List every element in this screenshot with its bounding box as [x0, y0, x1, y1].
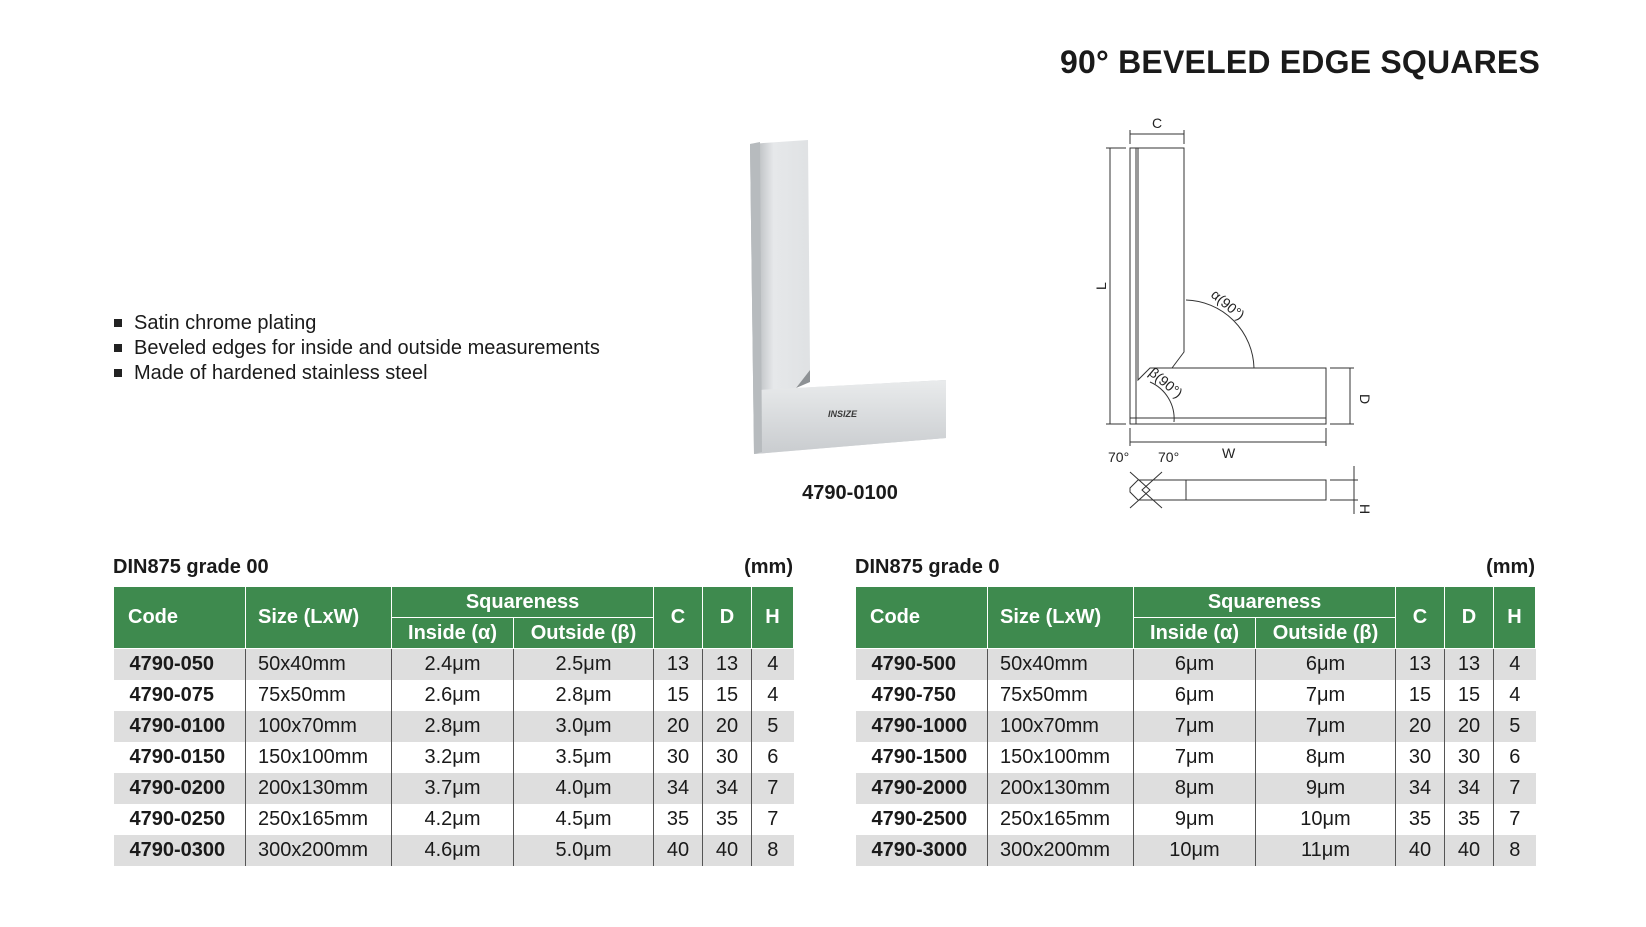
cell-h: 7: [1494, 773, 1536, 804]
cell-size: 150x100mm: [246, 742, 392, 773]
cell-size: 200x130mm: [988, 773, 1134, 804]
cell-code: 4790-0150: [114, 742, 246, 773]
cell-h: 4: [1494, 649, 1536, 681]
table-row: [856, 804, 1536, 835]
table-row: [856, 680, 1536, 711]
cell-outside: 5.0μm: [514, 835, 654, 866]
col-squareness: Squareness: [392, 587, 654, 618]
cell-c: 30: [1396, 742, 1445, 773]
cell-h: 6: [752, 742, 794, 773]
feature-item: Made of hardened stainless steel: [112, 361, 600, 386]
spec-table-grade-00: [113, 556, 793, 866]
dim-label-h: H: [1357, 504, 1373, 515]
page-title: 90° BEVELED EDGE SQUARES: [1060, 44, 1540, 80]
cell-c: 40: [654, 835, 703, 866]
cell-d: 20: [1445, 711, 1494, 742]
table-row: [114, 711, 794, 742]
cell-outside: 4.5μm: [514, 804, 654, 835]
cell-c: 13: [654, 649, 703, 681]
feature-list: [112, 311, 600, 386]
cell-outside: 3.0μm: [514, 711, 654, 742]
cell-d: 34: [703, 773, 752, 804]
cell-d: 30: [1445, 742, 1494, 773]
cell-size: 200x130mm: [246, 773, 392, 804]
cell-inside: 2.6μm: [392, 680, 514, 711]
cell-h: 7: [752, 773, 794, 804]
cell-h: 7: [752, 804, 794, 835]
cell-h: 8: [752, 835, 794, 866]
cell-code: 4790-1000: [856, 711, 988, 742]
cell-inside: 7μm: [1134, 711, 1256, 742]
cell-d: 40: [703, 835, 752, 866]
col-d: D: [703, 587, 752, 649]
spec-table-grade-0: [855, 556, 1535, 866]
cell-size: 75x50mm: [988, 680, 1134, 711]
dim-label-l: L: [1093, 282, 1109, 290]
cell-d: 35: [1445, 804, 1494, 835]
cell-code: 4790-0300: [114, 835, 246, 866]
cell-outside: 6μm: [1256, 649, 1396, 681]
cell-outside: 10μm: [1256, 804, 1396, 835]
cell-outside: 9μm: [1256, 773, 1396, 804]
col-code: Code: [114, 587, 246, 649]
cell-size: 250x165mm: [246, 804, 392, 835]
col-outside: Outside (β): [1256, 618, 1396, 649]
cell-size: 75x50mm: [246, 680, 392, 711]
table-row: [856, 711, 1536, 742]
feature-item: Satin chrome plating: [112, 311, 600, 336]
cell-h: 4: [752, 680, 794, 711]
col-d: D: [1445, 587, 1494, 649]
cell-h: 5: [752, 711, 794, 742]
col-h: H: [1494, 587, 1536, 649]
grade-label: DIN875 grade 0: [855, 556, 1000, 578]
cell-code: 4790-750: [856, 680, 988, 711]
cell-d: 35: [703, 804, 752, 835]
col-size: Size (LxW): [246, 587, 392, 649]
cell-inside: 9μm: [1134, 804, 1256, 835]
cell-outside: 11μm: [1256, 835, 1396, 866]
cell-outside: 2.5μm: [514, 649, 654, 681]
spec-table: [855, 586, 1536, 866]
table-row: [856, 649, 1536, 681]
cell-outside: 4.0μm: [514, 773, 654, 804]
cell-c: 20: [1396, 711, 1445, 742]
angle-label-right: 70°: [1158, 449, 1180, 465]
cell-d: 40: [1445, 835, 1494, 866]
col-outside: Outside (β): [514, 618, 654, 649]
spec-table-header: [855, 556, 1535, 586]
cell-d: 30: [703, 742, 752, 773]
brand-mark: INSIZE: [828, 409, 858, 419]
table-row: [114, 773, 794, 804]
col-inside: Inside (α): [392, 618, 514, 649]
cell-inside: 3.7μm: [392, 773, 514, 804]
angle-label-left: 70°: [1108, 449, 1130, 465]
dim-label-d: D: [1357, 394, 1373, 405]
table-row: [114, 649, 794, 681]
cell-d: 13: [703, 649, 752, 681]
cell-code: 4790-2000: [856, 773, 988, 804]
table-row: [114, 804, 794, 835]
cell-h: 4: [1494, 680, 1536, 711]
col-size: Size (LxW): [988, 587, 1134, 649]
cell-h: 5: [1494, 711, 1536, 742]
cell-c: 40: [1396, 835, 1445, 866]
cell-d: 15: [1445, 680, 1494, 711]
grade-label: DIN875 grade 00: [113, 556, 269, 578]
cell-c: 20: [654, 711, 703, 742]
cell-inside: 10μm: [1134, 835, 1256, 866]
cell-h: 7: [1494, 804, 1536, 835]
cell-code: 4790-0250: [114, 804, 246, 835]
cell-h: 8: [1494, 835, 1536, 866]
cell-c: 35: [1396, 804, 1445, 835]
cell-code: 4790-075: [114, 680, 246, 711]
cell-d: 34: [1445, 773, 1494, 804]
cell-c: 30: [654, 742, 703, 773]
cell-code: 4790-050: [114, 649, 246, 681]
cell-outside: 2.8μm: [514, 680, 654, 711]
col-squareness: Squareness: [1134, 587, 1396, 618]
technical-drawing: [1090, 110, 1390, 550]
cell-code: 4790-2500: [856, 804, 988, 835]
cell-inside: 2.4μm: [392, 649, 514, 681]
table-row: [856, 773, 1536, 804]
dim-label-w: W: [1222, 445, 1236, 461]
cell-size: 50x40mm: [246, 649, 392, 681]
col-inside: Inside (α): [1134, 618, 1256, 649]
photo-caption: 4790-0100: [802, 482, 898, 504]
table-row: [114, 742, 794, 773]
cell-code: 4790-3000: [856, 835, 988, 866]
col-h: H: [752, 587, 794, 649]
unit-label: (mm): [1486, 556, 1535, 578]
cell-outside: 7μm: [1256, 680, 1396, 711]
cell-c: 35: [654, 804, 703, 835]
cell-inside: 3.2μm: [392, 742, 514, 773]
cell-c: 34: [1396, 773, 1445, 804]
table-row: [114, 835, 794, 866]
cell-outside: 3.5μm: [514, 742, 654, 773]
cell-outside: 7μm: [1256, 711, 1396, 742]
cell-c: 34: [654, 773, 703, 804]
cell-size: 50x40mm: [988, 649, 1134, 681]
table-row: [856, 835, 1536, 866]
cell-inside: 6μm: [1134, 649, 1256, 681]
unit-label: (mm): [744, 556, 793, 578]
cell-inside: 2.8μm: [392, 711, 514, 742]
col-code: Code: [856, 587, 988, 649]
cell-size: 300x200mm: [988, 835, 1134, 866]
cell-code: 4790-0100: [114, 711, 246, 742]
angle-label-beta: β(90°): [1146, 364, 1186, 402]
cell-outside: 8μm: [1256, 742, 1396, 773]
cell-code: 4790-1500: [856, 742, 988, 773]
cell-inside: 7μm: [1134, 742, 1256, 773]
cell-d: 20: [703, 711, 752, 742]
cell-code: 4790-0200: [114, 773, 246, 804]
cell-size: 100x70mm: [246, 711, 392, 742]
table-row: [114, 680, 794, 711]
cell-inside: 8μm: [1134, 773, 1256, 804]
angle-label-alpha: α(90°): [1208, 286, 1248, 324]
dim-label-c: C: [1152, 115, 1163, 131]
cell-size: 100x70mm: [988, 711, 1134, 742]
cell-h: 6: [1494, 742, 1536, 773]
cell-d: 13: [1445, 649, 1494, 681]
cell-inside: 4.6μm: [392, 835, 514, 866]
product-photo: [748, 140, 958, 460]
cell-c: 15: [654, 680, 703, 711]
table-row: [856, 742, 1536, 773]
col-c: C: [654, 587, 703, 649]
cell-d: 15: [703, 680, 752, 711]
cell-size: 250x165mm: [988, 804, 1134, 835]
cell-c: 15: [1396, 680, 1445, 711]
cell-size: 150x100mm: [988, 742, 1134, 773]
spec-table-header: [113, 556, 793, 586]
cell-size: 300x200mm: [246, 835, 392, 866]
cell-inside: 4.2μm: [392, 804, 514, 835]
cell-inside: 6μm: [1134, 680, 1256, 711]
feature-item: Beveled edges for inside and outside measurements: [112, 336, 600, 361]
cell-code: 4790-500: [856, 649, 988, 681]
cell-h: 4: [752, 649, 794, 681]
cell-c: 13: [1396, 649, 1445, 681]
spec-table: [113, 586, 794, 866]
col-c: C: [1396, 587, 1445, 649]
